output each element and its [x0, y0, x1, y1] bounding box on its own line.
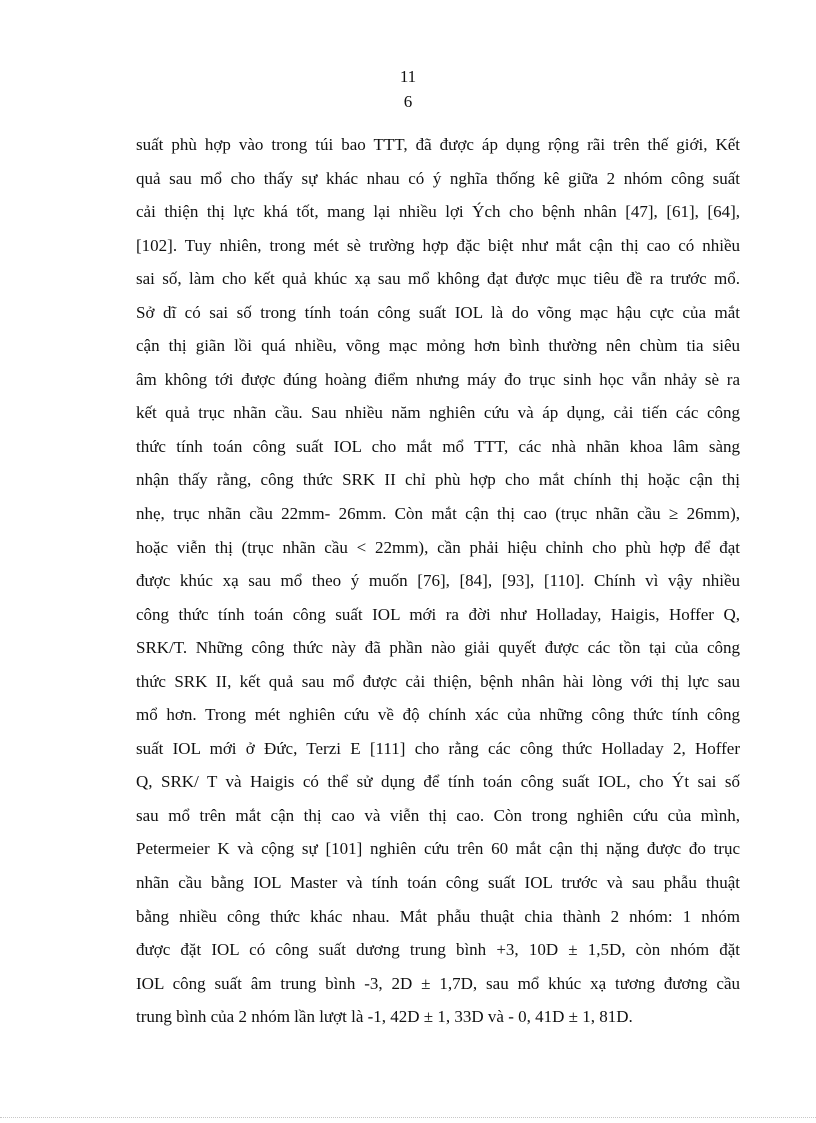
text-line: mổ hơn. Trong mét nghiên cứu về độ chính xác của những công thức tính công	[136, 705, 740, 725]
body-paragraph	[136, 128, 740, 1034]
text-line: cải thiện thị lực khá tốt, mang lại nhiều lợi Ých cho bệnh nhân [47], [61], [64],	[136, 202, 740, 222]
text-line: âm không tới được đúng hoàng điểm nhưng máy đo trục sinh học vẫn nhảy sè ra	[136, 369, 740, 389]
page-number-line-1: 11	[399, 67, 417, 86]
page-number	[0, 64, 816, 114]
text-line: thức tính toán công suất IOL cho mắt mổ TTT, các nhà nhãn khoa lâm sàng	[136, 436, 740, 456]
text-line: kết quả trục nhãn cầu. Sau nhiều năm nghiên cứu và áp dụng, cải tiến các công	[136, 403, 740, 423]
text-line: Q, SRK/ T và Haigis có thể sử dụng để tính toán công suất IOL, cho Ýt sai số	[136, 772, 740, 792]
text-line: Petermeier K và cộng sự [101] nghiên cứu trên 60 mắt cận thị nặng được đo trục	[136, 839, 740, 859]
text-line: suất phù hợp vào trong túi bao TTT, đã được áp dụng rộng rãi trên thế giới, Kết	[136, 135, 740, 154]
text-line: trung bình của 2 nhóm lần lượt là -1, 42D ± 1, 33D và - 0, 41D ± 1, 81D.	[136, 1007, 633, 1027]
text-line: suất IOL mới ở Đức, Terzi E [111] cho rằng các công thức Holladay 2, Hoffer	[136, 738, 740, 758]
text-line: công thức tính toán công suất IOL mới ra đời như Holladay, Haigis, Hoffer Q,	[136, 604, 740, 624]
text-line: hoặc viễn thị (trục nhãn cầu < 22mm), cần phải hiệu chỉnh cho phù hợp để đạt	[136, 537, 740, 557]
page-number-line-2: 6	[403, 92, 413, 111]
text-line: Sở dĩ có sai số trong tính toán công suất IOL là do võng mạc hậu cực của mắt	[136, 302, 740, 322]
text-line: nhận thấy rằng, công thức SRK II chỉ phù hợp cho mắt chính thị hoặc cận thị	[136, 470, 740, 490]
text-line: thức SRK II, kết quả sau mổ được cải thiện, bệnh nhân hài lòng với thị lực sau	[136, 671, 740, 691]
text-line: quả sau mổ cho thấy sự khác nhau có ý nghĩa thống kê giữa 2 nhóm công suất	[136, 168, 740, 188]
text-line: được khúc xạ sau mổ theo ý muốn [76], [84], [93], [110]. Chính vì vậy nhiều	[136, 571, 740, 591]
page-bottom-divider	[0, 1117, 816, 1118]
text-line: sai số, làm cho kết quả khúc xạ sau mổ không đạt được mục tiêu đề ra trước mổ.	[136, 269, 740, 289]
text-line: SRK/T. Những công thức này đã phần nào giải quyết được các tồn tại của công	[136, 638, 740, 658]
text-line: [102]. Tuy nhiên, trong mét sè trường hợp đặc biệt như mắt cận thị cao có nhiều	[136, 235, 740, 255]
text-line: nhẹ, trục nhãn cầu 22mm- 26mm. Còn mắt cận thị cao (trục nhãn cầu ≥ 26mm),	[136, 504, 740, 524]
text-line: được đặt IOL có công suất dương trung bình +3, 10D ± 1,5D, còn nhóm đặt	[136, 940, 740, 960]
text-line: IOL công suất âm trung bình -3, 2D ± 1,7D, sau mổ khúc xạ tương đương cầu	[136, 973, 740, 993]
text-line: sau mổ trên mắt cận thị cao và viễn thị cao. Còn trong nghiên cứu của mình,	[136, 805, 740, 825]
text-line: bằng nhiều công thức khác nhau. Mắt phẫu thuật chia thành 2 nhóm: 1 nhóm	[136, 906, 740, 926]
text-line: nhãn cầu bằng IOL Master và tính toán công suất IOL trước và sau phẫu thuật	[136, 873, 740, 893]
text-line: cận thị giãn lồi quá nhiều, võng mạc mỏng hơn bình thường nên chùm tia siêu	[136, 336, 740, 356]
